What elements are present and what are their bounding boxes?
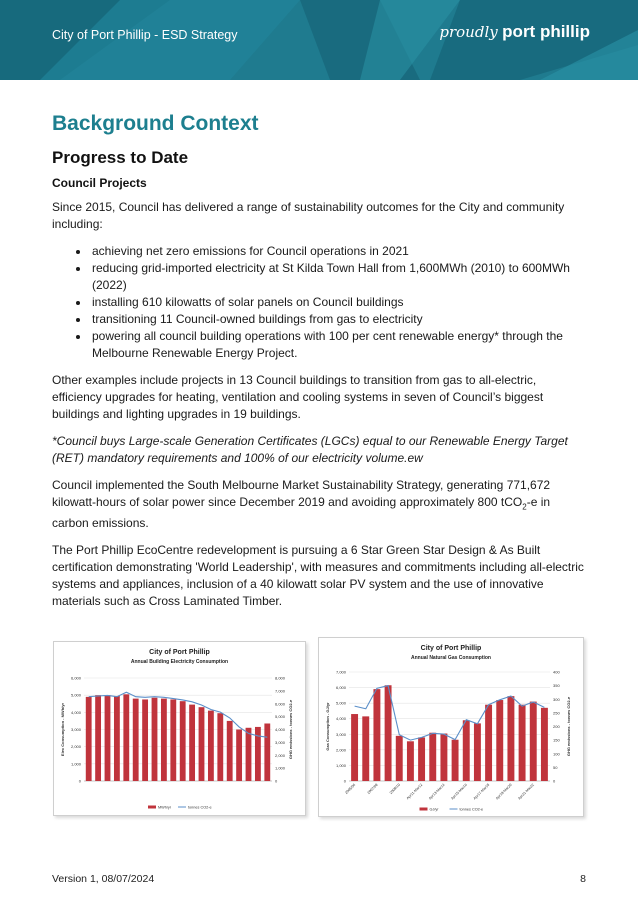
bar	[133, 699, 139, 781]
chart-subtitle: Annual Natural Gas Consumption	[410, 655, 492, 661]
y-tick-label: 0	[78, 778, 81, 784]
list-item: • powering all council building operations with 100 per cent renewable energy* through the Melbourne Renewable Energy Project.	[90, 328, 588, 362]
y-tick-label: 3,000	[70, 727, 81, 732]
bar	[264, 723, 270, 781]
y2-tick-label: 300	[553, 696, 560, 702]
intro-paragraph: Since 2015, Council has delivered a range of sustainability outcomes for the City and community including:	[52, 200, 565, 231]
y-tick-label: 5,000	[70, 692, 81, 698]
y2-tick-label: 100	[553, 751, 560, 757]
bar	[440, 734, 447, 781]
list-item: • achieving net zero emissions for Council operations in 2021	[90, 243, 588, 260]
x-tick-label: 2009/10	[388, 782, 401, 795]
x-tick-label: 2007/08	[366, 782, 379, 795]
y2-tick-label: 3,000	[275, 739, 286, 745]
bar	[95, 695, 101, 781]
y-tick-label: 2,000	[70, 744, 81, 750]
electricity-chart-panel	[53, 641, 306, 816]
y2-tick-label: 200	[553, 724, 560, 729]
chart-title: City of Port Phillip	[149, 649, 210, 656]
y-tick-label: 1,000	[335, 762, 346, 768]
emissions-line	[355, 686, 545, 741]
x-tick-label: 2005/06	[344, 782, 357, 795]
logo-script-text: proudly	[439, 23, 498, 41]
bar	[208, 711, 214, 781]
y2-tick-label: 400	[553, 669, 560, 675]
y-tick-label: 1,000	[70, 761, 81, 767]
y2-tick-label: 8,000	[275, 675, 286, 681]
bar	[170, 699, 176, 781]
y2-tick-label: 150	[553, 737, 560, 743]
footnote-paragraph: *Council buys Large-scale Generation Certificates (LGCs) equal to our Renewable Energy Target (RET) mandatory requirements and 100% of our electricity volume.ew	[52, 434, 568, 465]
list-item: • transitioning 11 Council-owned buildings from gas to electricity	[90, 311, 588, 328]
electricity-chart	[54, 642, 305, 815]
logo-bold-text: port phillip	[502, 22, 590, 41]
list-item: • reducing grid-imported electricity at St Kilda Town Hall from 1,600MWh (2010) to 600MWh (2022)	[90, 260, 588, 294]
bar	[496, 700, 503, 781]
y-tick-label: 7,000	[335, 669, 346, 675]
bar	[180, 701, 186, 781]
gas-chart-panel	[318, 637, 584, 817]
y-tick-label: 3,000	[335, 731, 346, 737]
subsection-label: Council Projects	[52, 176, 147, 190]
header-banner	[0, 0, 638, 80]
bar	[385, 685, 392, 781]
bar	[152, 698, 158, 781]
market-text-a: Council implemented the South Melbourne Market Sustainability Strategy, generating 771,672 kilowatt-hours of solar power since December 2019 and avoiding approximately 800 tCO	[52, 478, 551, 509]
y2-tick-label: 0	[275, 778, 278, 784]
bar	[236, 730, 242, 782]
page-number: 8	[580, 873, 586, 885]
y2-axis-label: GHG emissions - tonnes CO2-e	[288, 699, 293, 760]
market-subscript: 2	[522, 502, 527, 512]
bar	[429, 733, 436, 781]
y2-tick-label: 2,000	[275, 752, 286, 758]
bar	[507, 696, 514, 781]
bar	[123, 694, 129, 781]
y-tick-label: 6,000	[335, 685, 346, 691]
market-text-b: -e in carbon emissions.	[52, 495, 551, 531]
chart-subtitle: Annual Building Electricity Consumption	[130, 659, 229, 665]
y2-tick-label: 7,000	[275, 688, 286, 694]
y2-tick-label: 0	[553, 778, 556, 784]
x-tick-label: Apr13-Mar14	[427, 782, 446, 801]
y-tick-label: 2,000	[335, 747, 346, 753]
legend-label-bars: GJ/yr	[429, 807, 439, 812]
bar	[362, 716, 369, 781]
y2-tick-label: 6,000	[275, 701, 286, 707]
version-label: Version 1, 08/07/2024	[52, 873, 155, 885]
y-tick-label: 4,000	[70, 709, 81, 715]
y-tick-label: 6,000	[70, 675, 81, 681]
bar	[452, 740, 459, 781]
document-title: City of Port Phillip - ESD Strategy	[52, 28, 238, 42]
y2-tick-label: 4,000	[275, 727, 286, 732]
bar	[407, 741, 414, 781]
bar	[105, 695, 111, 781]
port-phillip-logo	[439, 22, 590, 42]
bar	[246, 728, 252, 781]
bar	[418, 737, 425, 781]
legend-label-bars: MWh/yr	[158, 805, 172, 810]
bar	[530, 702, 537, 781]
bar	[396, 736, 403, 781]
bar	[114, 696, 120, 781]
y2-tick-label: 350	[553, 683, 560, 689]
ecocentre-paragraph: The Port Phillip EcoCentre redevelopment is pursuing a 6 Star Green Star Design & As Built certification demonstrating 'World Leadership', with measures and commitments including all-electric systems and appliances, inclusion of a 40 kilowatt solar PV system and the use of innovative materials such as Cross Laminated Timber.	[52, 543, 584, 609]
chart-title: City of Port Phillip	[420, 645, 482, 652]
y-axis-label: Elec Consumption - MWh/yr	[60, 702, 65, 757]
y2-tick-label: 50	[553, 764, 558, 770]
achievements-list	[52, 243, 588, 362]
bar	[227, 721, 233, 781]
bar	[86, 697, 92, 781]
bar	[474, 723, 481, 781]
y2-tick-label: 5,000	[275, 714, 286, 720]
legend-swatch-bars	[420, 808, 428, 811]
other-examples-paragraph: Other examples include projects in 13 Council buildings to transition from gas to all-electric, efficiency upgrades for heating, ventilation and cooling systems in seven of Council’s biggest buildings and lighting upgrades in 19 buildings.	[52, 373, 544, 421]
bar	[217, 713, 223, 781]
y2-tick-label: 1,000	[275, 765, 286, 771]
y-axis-label: Gas Consumption - GJ/yr	[325, 702, 330, 751]
page-content	[52, 112, 588, 620]
x-tick-label: Apr11-Mar12	[405, 782, 424, 801]
bar	[541, 708, 548, 781]
y2-axis-label: GHG emissions - tonnes CO2-e	[566, 696, 571, 757]
x-tick-label: Apr17-Mar18	[472, 782, 491, 801]
list-item: • installing 610 kilowatts of solar panels on Council buildings	[90, 294, 588, 311]
market-paragraph	[52, 477, 588, 532]
y2-tick-label: 250	[553, 710, 560, 716]
x-tick-label: Apr19-Mar20	[494, 782, 513, 801]
page-heading: Background Context	[52, 112, 259, 135]
bar	[142, 699, 148, 781]
bar	[199, 707, 205, 781]
bar	[519, 705, 526, 781]
legend-label-line: tonnes CO2-e	[459, 807, 484, 812]
y-tick-label: 0	[343, 778, 346, 784]
bar	[373, 689, 380, 781]
legend-swatch-bars	[148, 806, 156, 809]
bar	[351, 714, 358, 781]
bar	[189, 705, 195, 781]
bar	[161, 699, 167, 781]
bar	[463, 720, 470, 781]
bar	[485, 705, 492, 781]
x-tick-label: Apr15-Mar16	[450, 782, 468, 801]
gas-chart	[319, 638, 583, 816]
x-tick-label: Apr21-Mar22	[517, 782, 535, 801]
legend-label-line: tonnes CO2-e	[188, 805, 212, 810]
y-tick-label: 5,000	[335, 700, 346, 706]
section-heading: Progress to Date	[52, 148, 189, 167]
y-tick-label: 4,000	[335, 716, 346, 722]
